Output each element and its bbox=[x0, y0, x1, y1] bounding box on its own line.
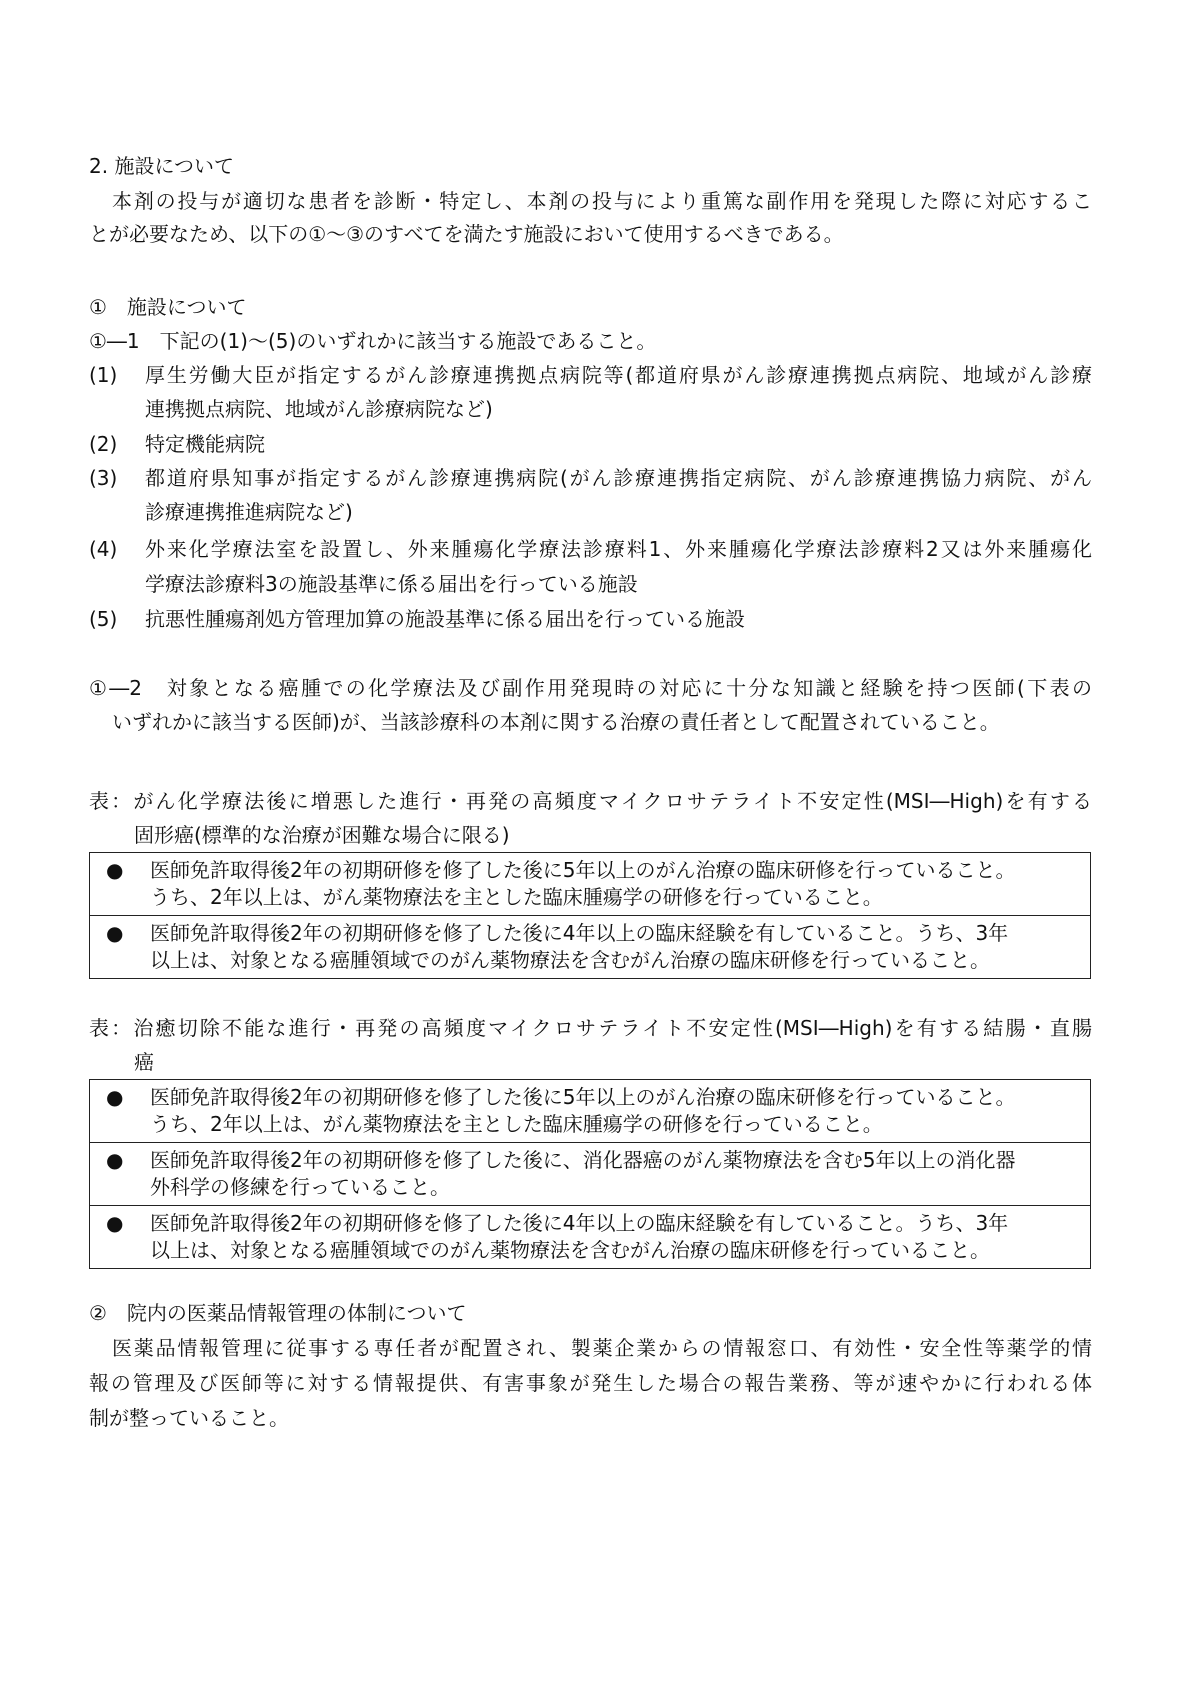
row-text: 医師免許取得後2年の初期研修を修了した後に4年以上の臨床経験を有していること。うち、3年 bbox=[150, 1211, 1009, 1235]
row-text: 外科学の修練を行っていること。 bbox=[150, 1175, 450, 1199]
list-item: 学療法診療料3の施設基準に係る届出を行っている施設 bbox=[145, 572, 638, 596]
list-item: 連携拠点病院、地域がん診療病院など) bbox=[145, 397, 493, 421]
criteria-table-2 bbox=[89, 1079, 1091, 1269]
row-text: 以上は、対象となる癌腫領域でのがん薬物療法を含むがん治療の臨床研修を行っていること。 bbox=[150, 1238, 990, 1262]
bullet-icon: ● bbox=[106, 1085, 124, 1109]
item1-sub2-line: ①―2 対象となる癌腫での化学療法及び副作用発現時の対応に十分な知識と経験を持つ医師(下表の bbox=[89, 676, 1092, 700]
list-num: (3) bbox=[89, 466, 118, 490]
item1-heading: ① 施設について bbox=[89, 295, 247, 319]
row-text: 以上は、対象となる癌腫領域でのがん薬物療法を含むがん治療の臨床研修を行っていること。 bbox=[150, 948, 990, 972]
list-num: (1) bbox=[89, 363, 118, 387]
item1-sub1: ①―1 下記の(1)～(5)のいずれかに該当する施設であること。 bbox=[89, 329, 657, 353]
row-text: うち、2年以上は、がん薬物療法を主とした臨床腫瘍学の研修を行っていること。 bbox=[150, 885, 883, 909]
list-item: 都道府県知事が指定するがん診療連携病院(がん診療連携指定病院、がん診療連携協力病院、がん bbox=[145, 466, 1092, 490]
item2-body-line: 医薬品情報管理に従事する専任者が配置され、製薬企業からの情報窓口、有効性・安全性等薬学的情 bbox=[112, 1336, 1092, 1360]
table1-caption: 表：がん化学療法後に増悪した進行・再発の高頻度マイクロサテライト不安定性(MSI―High)を有する bbox=[89, 789, 1092, 813]
bullet-icon: ● bbox=[106, 1148, 124, 1172]
section-heading: 2. 施設について bbox=[89, 154, 235, 178]
intro-line: 本剤の投与が適切な患者を診断・特定し、本剤の投与により重篤な副作用を発現した際に対応するこ bbox=[112, 189, 1092, 213]
item2-heading: ② 院内の医薬品情報管理の体制について bbox=[89, 1301, 467, 1325]
item1-sub2-line: いずれかに該当する医師)が、当該診療科の本剤に関する治療の責任者として配置されていること。 bbox=[112, 710, 1000, 734]
row-text: 医師免許取得後2年の初期研修を修了した後に、消化器癌のがん薬物療法を含む5年以上の消化器 bbox=[150, 1148, 1016, 1172]
item2-body-line: 制が整っていること。 bbox=[89, 1406, 289, 1430]
criteria-table-1 bbox=[89, 852, 1091, 979]
row-text: 医師免許取得後2年の初期研修を修了した後に5年以上のがん治療の臨床研修を行っていること。 bbox=[150, 858, 1016, 882]
table-row bbox=[90, 1142, 1090, 1205]
table1-caption: 固形癌(標準的な治療が困難な場合に限る) bbox=[134, 823, 510, 847]
table-row bbox=[90, 853, 1090, 915]
bullet-icon: ● bbox=[106, 858, 124, 882]
table-row bbox=[90, 1205, 1090, 1268]
row-text: 医師免許取得後2年の初期研修を修了した後に4年以上の臨床経験を有していること。うち、3年 bbox=[150, 921, 1009, 945]
intro-line: とが必要なため、以下の①～③のすべてを満たす施設において使用するべきである。 bbox=[89, 222, 844, 246]
table2-caption: 癌 bbox=[134, 1050, 154, 1074]
list-num: (2) bbox=[89, 432, 118, 456]
bullet-icon: ● bbox=[106, 1211, 124, 1235]
list-item: 特定機能病院 bbox=[145, 432, 265, 456]
list-item: 抗悪性腫瘍剤処方管理加算の施設基準に係る届出を行っている施設 bbox=[145, 607, 745, 631]
bullet-icon: ● bbox=[106, 921, 124, 945]
table-row bbox=[90, 915, 1090, 978]
table-row bbox=[90, 1080, 1090, 1142]
row-text: うち、2年以上は、がん薬物療法を主とした臨床腫瘍学の研修を行っていること。 bbox=[150, 1112, 883, 1136]
list-num: (5) bbox=[89, 607, 118, 631]
list-item: 外来化学療法室を設置し、外来腫瘍化学療法診療料1、外来腫瘍化学療法診療料2又は外来腫瘍化 bbox=[145, 537, 1092, 561]
item2-body-line: 報の管理及び医師等に対する情報提供、有害事象が発生した場合の報告業務、等が速やかに行われる体 bbox=[89, 1371, 1092, 1395]
list-num: (4) bbox=[89, 537, 118, 561]
row-text: 医師免許取得後2年の初期研修を修了した後に5年以上のがん治療の臨床研修を行っていること。 bbox=[150, 1085, 1016, 1109]
list-item: 厚生労働大臣が指定するがん診療連携拠点病院等(都道府県がん診療連携拠点病院、地域がん診療 bbox=[145, 363, 1092, 387]
list-item: 診療連携推進病院など) bbox=[145, 500, 353, 524]
table2-caption: 表：治癒切除不能な進行・再発の高頻度マイクロサテライト不安定性(MSI―High)を有する結腸・直腸 bbox=[89, 1016, 1092, 1040]
